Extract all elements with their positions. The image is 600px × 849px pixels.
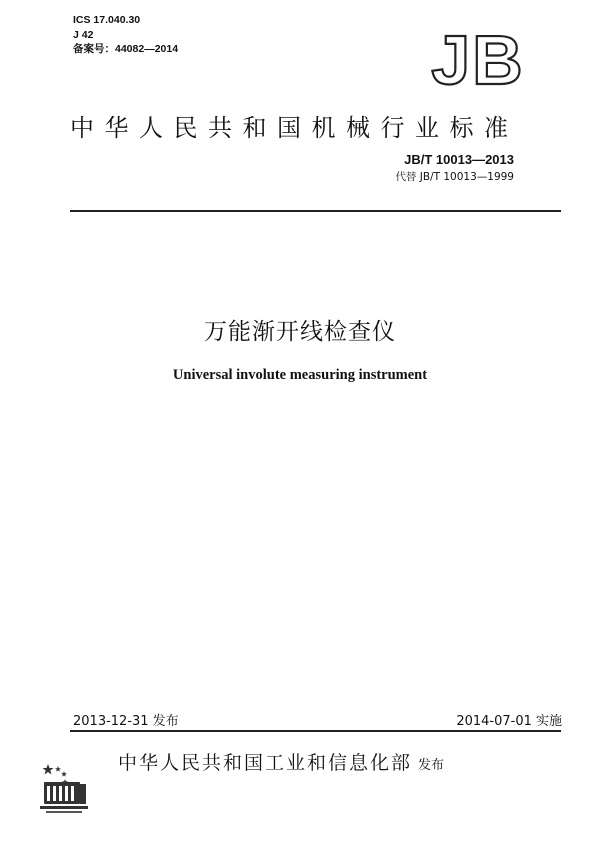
header-meta — [73, 13, 178, 57]
classification-code: J 42 — [73, 28, 94, 41]
replaces-standard: 代替 JB/T 10013—1999 — [395, 171, 514, 183]
effective-date: 2014-07-01 实施 — [456, 714, 562, 729]
issuing-authority — [118, 748, 444, 775]
title-chinese: 万能渐开线检查仪 — [204, 319, 396, 345]
standard-number: JB/T 10013—2013 — [404, 152, 514, 167]
jb-logo-text: JB — [431, 28, 525, 92]
standard-number-block — [395, 152, 514, 184]
publisher-emblem-icon — [36, 760, 92, 816]
ministry-title: 中华人民共和国机械行业标准 — [70, 114, 519, 142]
issue-date: 2013-12-31 发布 — [73, 714, 179, 729]
top-divider — [70, 210, 561, 212]
filing-number: 备案号：44082—2014 — [73, 43, 179, 55]
ics-code: ICS 17.040.30 — [73, 14, 141, 26]
jb-logo — [425, 28, 531, 92]
issuer-suffix: 发布 — [418, 758, 445, 773]
title-english: Universal involute measuring instrument — [172, 367, 428, 383]
bottom-divider — [70, 730, 561, 732]
issuer-name: 中华人民共和国工业和信息化部 — [118, 752, 413, 774]
